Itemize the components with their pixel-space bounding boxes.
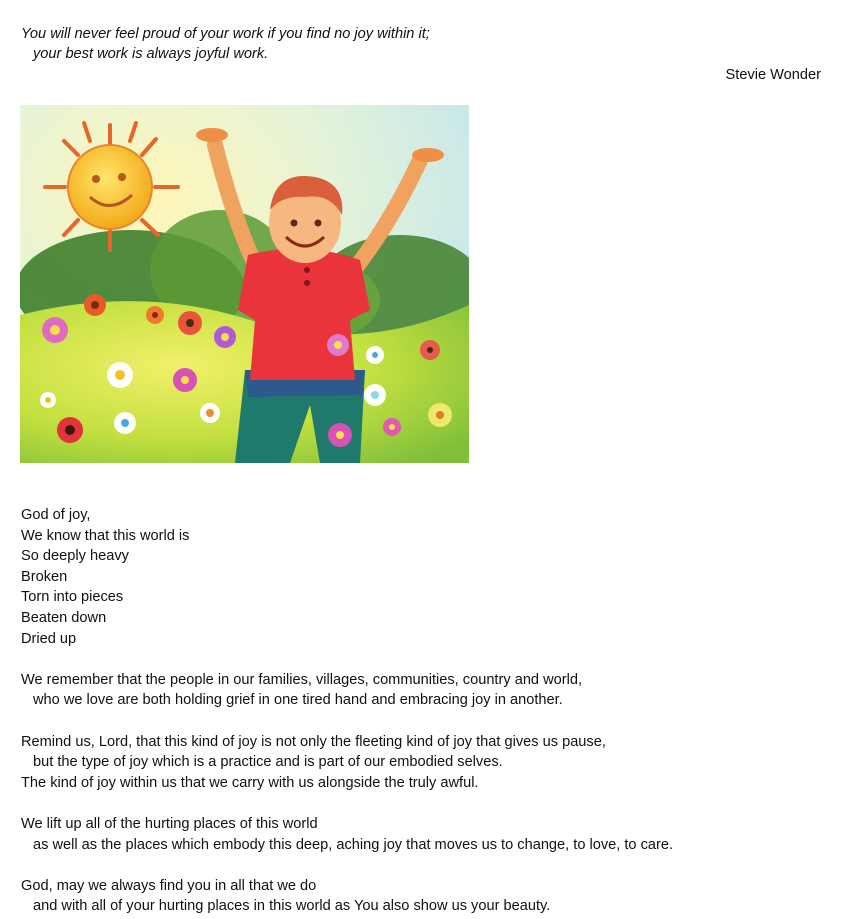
prayer-line: God of joy,: [21, 507, 91, 523]
epigraph-quote: [21, 24, 430, 64]
stanza-gap: [21, 711, 673, 732]
prayer-line: Torn into pieces: [21, 589, 124, 606]
stanza-gap: [21, 855, 673, 876]
prayer-line: and with all of your hurting places in this world as You also show us your beauty.: [33, 898, 551, 915]
stanza-gap: [21, 793, 673, 814]
quote-author: Stevie Wonder: [725, 67, 821, 83]
prayer-line: Remind us, Lord, that this kind of joy is not only the fleeting kind of joy that gives us pause,: [21, 733, 606, 750]
stanza-gap: [21, 649, 673, 670]
joyful-child-illustration: [20, 105, 469, 463]
quote-line-1: You will never feel proud of your work if you find no joy within it;: [21, 26, 430, 42]
prayer-line: We lift up all of the hurting places of this world: [21, 815, 318, 832]
prayer-line: Beaten down: [21, 609, 107, 626]
quote-line-2: your best work is always joyful work.: [33, 46, 269, 62]
prayer-line: We remember that the people in our families, villages, communities, country and world,: [21, 671, 583, 688]
prayer-line: So deeply heavy: [21, 548, 129, 565]
prayer-line: Broken: [21, 568, 68, 585]
prayer-line: Dried up: [21, 630, 77, 647]
prayer-text: [21, 505, 673, 917]
prayer-line: who we love are both holding grief in one tired hand and embracing joy in another.: [33, 692, 563, 709]
prayer-line: The kind of joy within us that we carry with us alongside the truly awful.: [21, 774, 479, 791]
prayer-line: God, may we always find you in all that we do: [21, 877, 317, 894]
prayer-line: We know that this world is: [21, 527, 190, 544]
prayer-line: but the type of joy which is a practice and is part of our embodied selves.: [33, 754, 503, 771]
prayer-line: as well as the places which embody this deep, aching joy that moves us to change, to love, to care.: [33, 836, 674, 853]
